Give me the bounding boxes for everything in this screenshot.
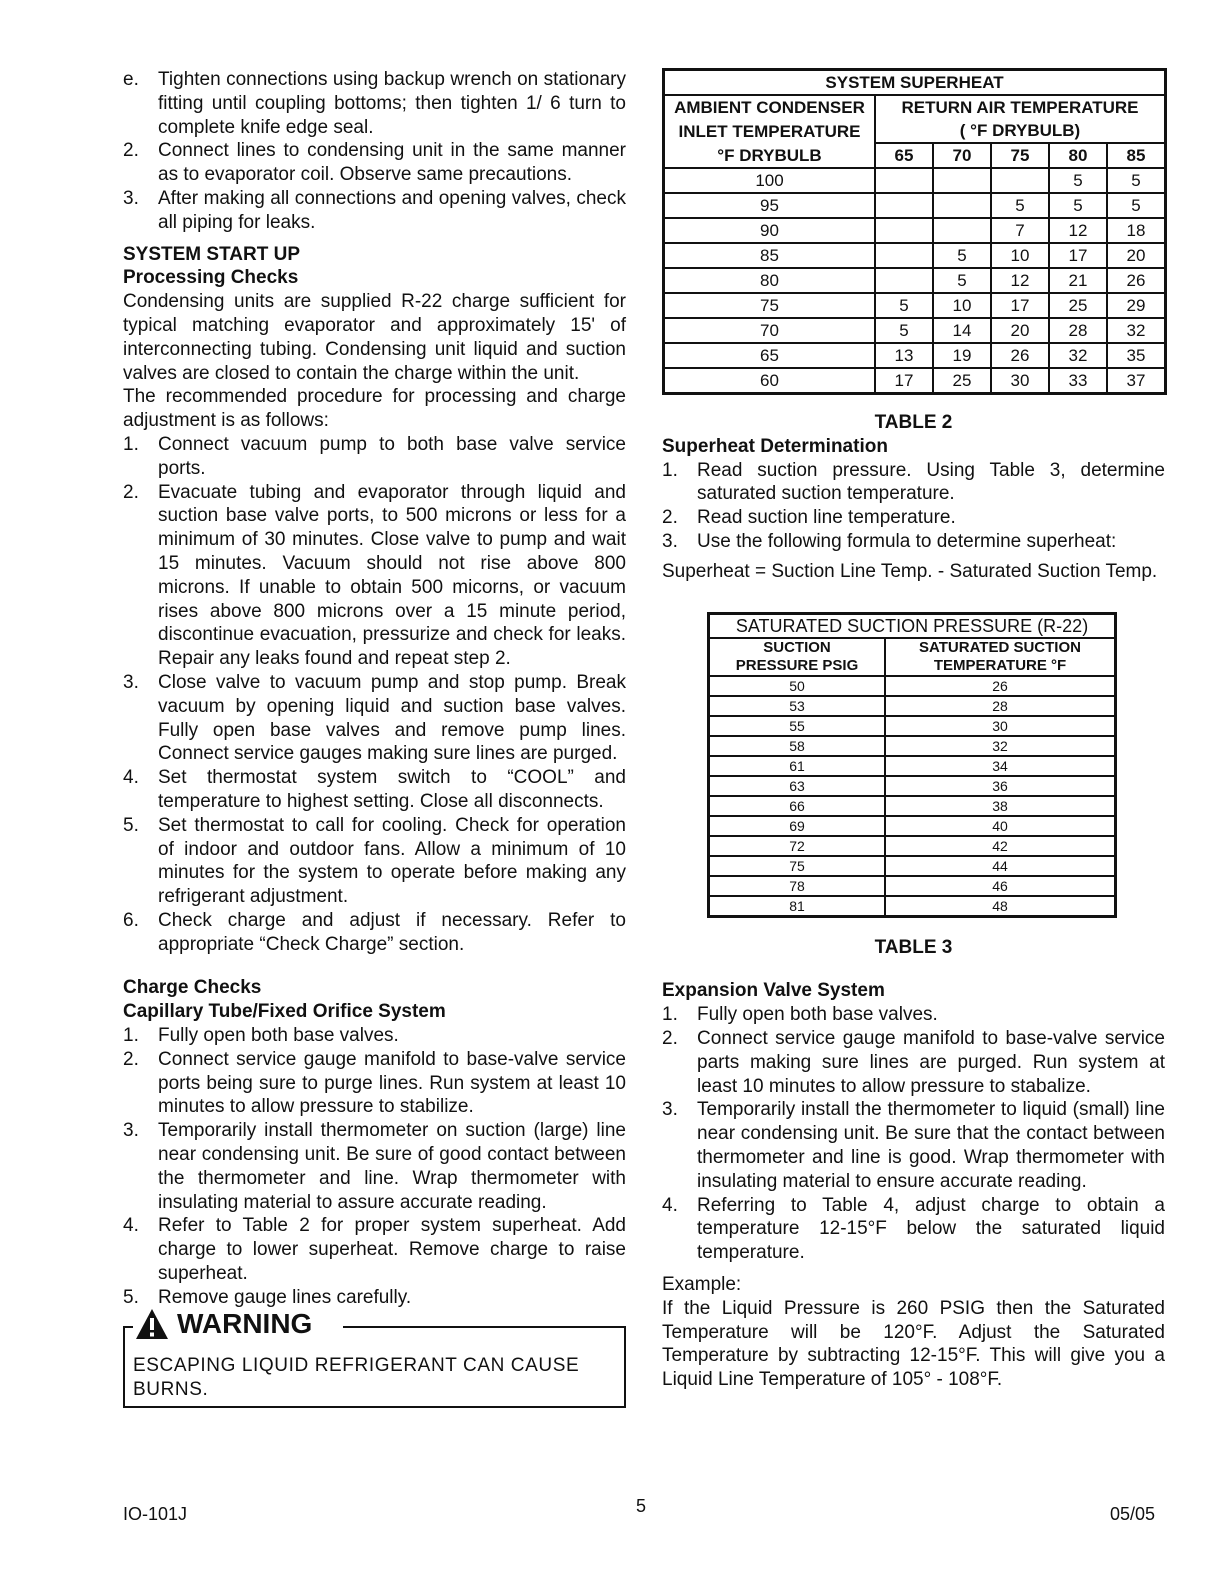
list-item-number: 2. [662, 1027, 678, 1049]
list-item [123, 68, 626, 139]
list-item [123, 139, 626, 187]
list-item-text: Connect vacuum pump to both base valve service ports. [158, 433, 626, 479]
table3-temperature-cell: 38 [885, 796, 1115, 816]
left-column [123, 68, 626, 1408]
table2-cell: 35 [1107, 343, 1166, 368]
list-item [123, 1214, 626, 1285]
table2-cell: 18 [1107, 218, 1166, 243]
list-item [123, 671, 626, 766]
table2-cell: 20 [991, 318, 1049, 343]
table3-col2-head-2: TEMPERATURE °F [885, 657, 1115, 676]
table2-cell: 33 [1049, 368, 1107, 394]
warning-triangle-icon [135, 1308, 169, 1340]
table3-pressure-cell: 78 [709, 876, 886, 896]
table2-cell: 26 [1107, 268, 1166, 293]
list-item-text: Set thermostat to call for cooling. Check for operation of indoor and outdoor fans. Allow a minimum of 10 minutes for the system to operate before making any refrigerant adjustment. [158, 814, 626, 908]
table2-cell: 5 [875, 318, 933, 343]
table2-cell: 37 [1107, 368, 1166, 394]
table2-cell: 5 [933, 268, 991, 293]
table2-cell: 10 [991, 243, 1049, 268]
list-item-number: 3. [123, 1120, 139, 1142]
list-item-text: Fully open both base valves. [697, 1004, 938, 1026]
table2-cell: 5 [1107, 193, 1166, 218]
table2-title: SYSTEM SUPERHEAT [664, 70, 1166, 96]
table2-row-label: 80 [664, 268, 876, 293]
table2-cell [875, 243, 933, 268]
list-item-number: 3. [123, 187, 139, 209]
list-item-text: Connect service gauge manifold to base-valve service parts making sure lines are purged. Run system at least 10 minutes to allow pressure to stabalize. [697, 1027, 1165, 1097]
table3-pressure-cell: 69 [709, 816, 886, 836]
list-item-text: Referring to Table 4, adjust charge to obtain a temperature 12-15°F below the saturated liquid temperature. [697, 1194, 1165, 1264]
table2-rowhead-3: °F DRYBULB [664, 143, 876, 168]
list-item-text: Connect lines to condensing unit in the same manner as to evaporator coil. Observe same precautions. [158, 140, 626, 186]
table-row [664, 268, 1166, 293]
list-item [662, 1003, 1165, 1027]
table2-row-label: 70 [664, 318, 876, 343]
list-item [123, 909, 626, 957]
table-row [664, 343, 1166, 368]
processing-paragraph-2: The recommended procedure for processing and charge adjustment is as follows: [123, 386, 626, 432]
table2-cell: 17 [875, 368, 933, 394]
table-row [709, 896, 1116, 917]
system-start-up-heading: SYSTEM START UP [123, 243, 300, 265]
table2-rowhead-1: AMBIENT CONDENSER [664, 95, 876, 119]
table2-cell: 32 [1049, 343, 1107, 368]
system-superheat-table [662, 68, 1167, 395]
table3-pressure-cell: 72 [709, 836, 886, 856]
example-text: If the Liquid Pressure is 260 PSIG then the Saturated Temperature will be 120°F. Adjust the Saturated Temperature by subtracting 12-15°F. This will give you a Liquid Line Temperature of 105° - 108°F. [662, 1297, 1165, 1391]
table2-cell [991, 168, 1049, 193]
list-item [123, 1024, 626, 1048]
list-item-number: 3. [662, 530, 678, 552]
table3-caption: TABLE 3 [874, 936, 953, 958]
list-item [662, 459, 1165, 507]
list-item-text: Temporarily install the thermometer to liquid (small) line near condensing unit. Be sure that the contact between thermometer and line is good. Wrap thermometer with insulating material to ensure accurate reading. [697, 1099, 1165, 1192]
table2-cell [875, 218, 933, 243]
list-item-number: 3. [662, 1099, 678, 1121]
table2-column-header: 80 [1049, 143, 1107, 168]
table2-cell: 25 [1049, 293, 1107, 318]
table2-cell [933, 218, 991, 243]
table-row [709, 876, 1116, 896]
table2-cell: 30 [991, 368, 1049, 394]
list-item-text: Close valve to vacuum pump and stop pump. Break vacuum by opening liquid and suction base valves. Fully open base valves and remove pump lines. Connect service gauges making sure lines are purged. [158, 671, 626, 765]
table3-pressure-cell: 53 [709, 696, 886, 716]
example-label: Example: [662, 1273, 742, 1295]
list-item-number: 4. [662, 1194, 678, 1216]
table3-pressure-cell: 50 [709, 676, 886, 696]
list-item-number: 5. [123, 814, 139, 836]
table2-caption: TABLE 2 [874, 412, 953, 433]
charge-checks-heading: Charge Checks [123, 977, 262, 999]
list-item-text: Temporarily install thermometer on suction (large) line near condensing unit. Be sure of good contact between the thermometer and line. Wrap thermometer with insulating material to assure accurate reading. [158, 1120, 626, 1213]
table-row [709, 756, 1116, 776]
table2-row-label: 100 [664, 168, 876, 193]
list-item-text: Remove gauge lines carefully. [158, 1286, 412, 1308]
table2-cell: 19 [933, 343, 991, 368]
list-item-text: After making all connections and opening valves, check all piping for leaks. [158, 187, 626, 233]
table2-cell: 29 [1107, 293, 1166, 318]
table-row [709, 856, 1116, 876]
table-row [709, 696, 1116, 716]
warning-title: WARNING [177, 1307, 313, 1339]
table2-cell: 12 [1049, 218, 1107, 243]
list-item-number: e. [123, 69, 139, 90]
install-steps-list [123, 68, 626, 235]
table2-row-label: 95 [664, 193, 876, 218]
table2-cell: 20 [1107, 243, 1166, 268]
list-item-number: 1. [662, 459, 678, 481]
table2-cell: 17 [991, 293, 1049, 318]
table3-pressure-cell: 66 [709, 796, 886, 816]
list-item-number: 5. [123, 1286, 139, 1308]
capillary-steps-list [123, 1024, 626, 1310]
table2-cell: 17 [1049, 243, 1107, 268]
table3-temperature-cell: 32 [885, 736, 1115, 756]
table3-temperature-cell: 42 [885, 836, 1115, 856]
table3-col1-head-1: SUCTION [709, 638, 886, 657]
list-item [123, 187, 626, 235]
table2-cell: 5 [1049, 168, 1107, 193]
table2-cell [875, 268, 933, 293]
list-item-number: 1. [662, 1004, 678, 1026]
table2-cell: 10 [933, 293, 991, 318]
table3-col1-head-2: PRESSURE PSIG [709, 657, 886, 676]
footer-page-number: 5 [636, 1496, 647, 1516]
table-row [664, 318, 1166, 343]
list-item-text: Read suction line temperature. [697, 507, 956, 529]
list-item-number: 1. [123, 1025, 139, 1047]
list-item-text: Check charge and adjust if necessary. Refer to appropriate “Check Charge” section. [158, 909, 626, 955]
list-item-text: Evacuate tubing and evaporator through liquid and suction base valve ports, to 500 microns or less for a minimum of 30 minutes. Close valve to pump and wait 15 minutes. Vacuum should not rise above 800 microns. If unable to obtain 500 micorns, or vacuum rises above 800 microns over a 15 minute period, discontinue evacuation, pressurize and check for leaks. Repair any leaks found and repeat step 2. [158, 481, 626, 670]
table-row [664, 243, 1166, 268]
table3-title: SATURATED SUCTION PRESSURE (R-22) [709, 613, 1116, 638]
list-item-text: Use the following formula to determine superheat: [697, 530, 1117, 552]
table2-column-header: 70 [933, 143, 991, 168]
superheat-formula: Superheat = Suction Line Temp. - Saturated Suction Temp. [662, 560, 1158, 582]
table2-row-label: 75 [664, 293, 876, 318]
table2-cell: 12 [991, 268, 1049, 293]
list-item-text: Read suction pressure. Using Table 3, determine saturated suction temperature. [697, 459, 1165, 505]
table-row [709, 736, 1116, 756]
table-row [664, 368, 1166, 394]
list-item-number: 2. [123, 481, 139, 503]
table2-cell: 5 [1049, 193, 1107, 218]
list-item-number: 1. [123, 433, 139, 455]
table2-cell [875, 193, 933, 218]
table2-row-label: 85 [664, 243, 876, 268]
table-row [709, 816, 1116, 836]
table2-cell: 5 [933, 243, 991, 268]
list-item-number: 4. [123, 1215, 139, 1237]
table-row [664, 218, 1166, 243]
list-item [123, 766, 626, 814]
table2-colhead-1: RETURN AIR TEMPERATURE [875, 95, 1166, 119]
expansion-valve-heading: Expansion Valve System [662, 980, 885, 1002]
table3-pressure-cell: 81 [709, 896, 886, 917]
table-row [664, 168, 1166, 193]
table2-colhead-2: ( °F DRYBULB) [875, 119, 1166, 143]
list-item-text: Tighten connections using backup wrench on stationary fitting until coupling bottoms; then tighten 1/ 6 turn to complete knife edge seal. [158, 69, 626, 138]
table-row [709, 796, 1116, 816]
list-item [123, 1119, 626, 1214]
table-row [709, 776, 1116, 796]
table2-cell: 32 [1107, 318, 1166, 343]
table3-temperature-cell: 28 [885, 696, 1115, 716]
table2-column-header: 75 [991, 143, 1049, 168]
right-column [662, 68, 1165, 1392]
list-item [662, 506, 1165, 530]
table2-column-header: 85 [1107, 143, 1166, 168]
table3-temperature-cell: 34 [885, 756, 1115, 776]
table3-pressure-cell: 55 [709, 716, 886, 736]
table3-temperature-cell: 44 [885, 856, 1115, 876]
table2-rowhead-2: INLET TEMPERATURE [664, 119, 876, 143]
table2-cell [933, 168, 991, 193]
processing-paragraph-1: Condensing units are supplied R-22 charge sufficient for typical matching evaporator and approximately 15' of interconnecting tubing. Condensing unit liquid and suction valves are closed to contain the charge within the unit. [123, 291, 626, 384]
footer-date: 05/05 [1110, 1504, 1156, 1524]
warning-header [135, 1308, 316, 1340]
table2-row-label: 65 [664, 343, 876, 368]
processing-steps-list [123, 433, 626, 957]
table2-cell: 5 [1107, 168, 1166, 193]
table3-temperature-cell: 30 [885, 716, 1115, 736]
list-item [662, 530, 1165, 554]
table3-temperature-cell: 26 [885, 676, 1115, 696]
list-item-text: Set thermostat system switch to “COOL” and temperature to highest setting. Close all disconnects. [158, 767, 626, 812]
expansion-steps-list [662, 1003, 1165, 1265]
table2-cell: 14 [933, 318, 991, 343]
list-item-number: 2. [123, 140, 139, 162]
table3-pressure-cell: 61 [709, 756, 886, 776]
table2-cell [875, 168, 933, 193]
table3-temperature-cell: 40 [885, 816, 1115, 836]
table-row [709, 676, 1116, 696]
list-item-number: 4. [123, 767, 139, 789]
table3-pressure-cell: 58 [709, 736, 886, 756]
table3-pressure-cell: 75 [709, 856, 886, 876]
table2-cell: 21 [1049, 268, 1107, 293]
table-row [709, 716, 1116, 736]
list-item-number: 2. [123, 1048, 139, 1070]
table3-temperature-cell: 48 [885, 896, 1115, 917]
table2-row-label: 90 [664, 218, 876, 243]
list-item-number: 2. [662, 507, 678, 529]
warning-box [123, 1307, 626, 1408]
footer-doc-id: IO-101J [123, 1504, 188, 1524]
list-item [123, 1048, 626, 1119]
saturated-suction-table [707, 612, 1117, 918]
table3-temperature-cell: 36 [885, 776, 1115, 796]
table2-cell: 26 [991, 343, 1049, 368]
table-row [709, 836, 1116, 856]
table2-column-header: 65 [875, 143, 933, 168]
table2-cell: 13 [875, 343, 933, 368]
list-item-number: 6. [123, 909, 139, 931]
list-item-text: Refer to Table 2 for proper system superheat. Add charge to lower superheat. Remove charge to raise superheat. [158, 1215, 626, 1285]
superheat-heading: Superheat Determination [662, 435, 888, 457]
list-item [662, 1098, 1165, 1193]
table2-cell: 25 [933, 368, 991, 394]
table2-cell: 5 [875, 293, 933, 318]
table2-cell: 7 [991, 218, 1049, 243]
list-item-number: 3. [123, 671, 139, 693]
list-item [662, 1194, 1165, 1265]
list-item-text: Connect service gauge manifold to base-valve service ports being sure to purge lines. Run system at least 10 minutes to allow pressure to stabilize. [158, 1048, 626, 1118]
table3-temperature-cell: 46 [885, 876, 1115, 896]
list-item-text: Fully open both base valves. [158, 1025, 399, 1047]
list-item [123, 481, 626, 671]
capillary-heading: Capillary Tube/Fixed Orifice System [123, 1001, 446, 1023]
table-row [664, 293, 1166, 318]
table2-row-label: 60 [664, 368, 876, 394]
warning-text: ESCAPING LIQUID REFRIGERANT CAN CAUSE BURNS. [133, 1354, 580, 1400]
list-item [662, 1027, 1165, 1098]
list-item [123, 1286, 626, 1310]
table3-col2-head-1: SATURATED SUCTION [885, 638, 1115, 657]
table-row [664, 193, 1166, 218]
table2-cell [933, 193, 991, 218]
table2-cell: 28 [1049, 318, 1107, 343]
superheat-steps-list [662, 459, 1165, 554]
processing-checks-heading: Processing Checks [123, 267, 299, 289]
list-item [123, 433, 626, 481]
table3-pressure-cell: 63 [709, 776, 886, 796]
list-item [123, 814, 626, 909]
table2-cell: 5 [991, 193, 1049, 218]
